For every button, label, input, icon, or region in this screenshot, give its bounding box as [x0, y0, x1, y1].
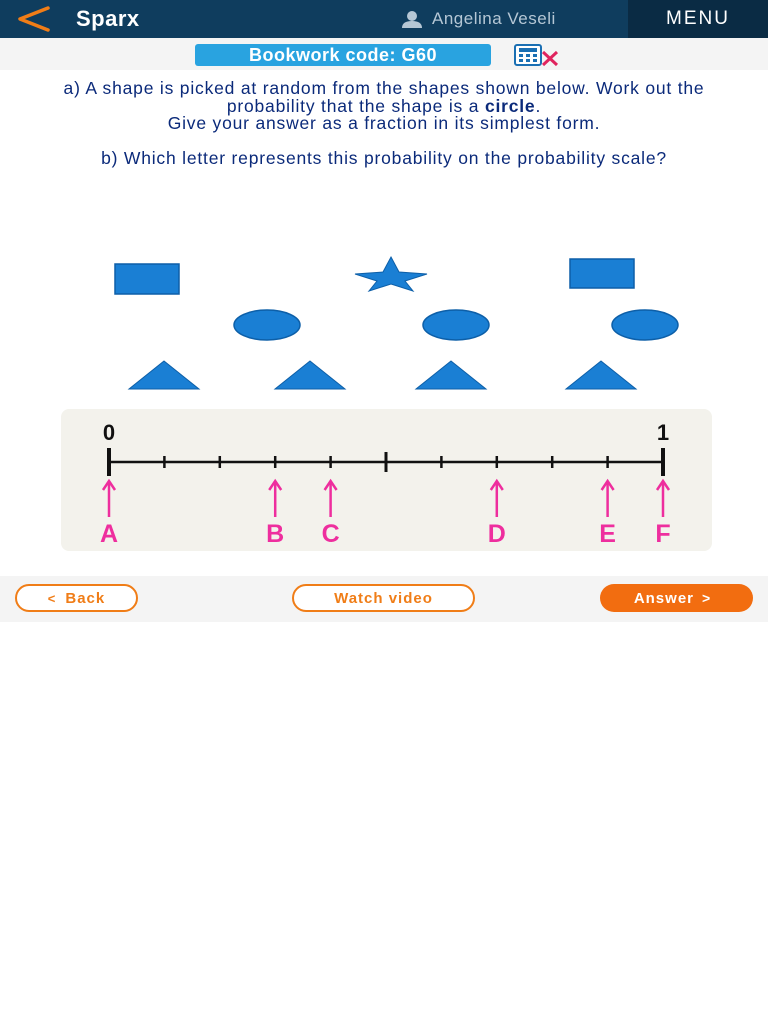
bookwork-bar [0, 38, 768, 70]
shape-circle [234, 310, 300, 340]
shape-square [570, 259, 634, 288]
probability-scale-panel [61, 409, 712, 551]
scale-letter: B [266, 520, 285, 548]
question-part-a: a) A shape is picked at random from the shapes shown below. Work out the probability that the shape is a circle. Give your answer as a fraction in its simplest form. [63, 78, 705, 133]
scale-marker-f [655, 481, 670, 548]
scale-letter: F [655, 520, 671, 548]
question-text [50, 80, 718, 167]
scale-end-label: 1 [656, 420, 670, 445]
shape-circle [612, 310, 678, 340]
scale-marker-e [599, 481, 616, 548]
user-name: Angelina Veseli [432, 9, 556, 28]
shapes-diagram [0, 250, 768, 400]
shape-triangle [566, 361, 636, 389]
scale-letter: E [599, 520, 616, 548]
scale-start-label: 0 [102, 420, 116, 445]
scale-letter: C [321, 520, 340, 548]
shape-triangle [129, 361, 199, 389]
watch-video-button[interactable]: Watch video [292, 584, 475, 612]
scale-markers [100, 481, 671, 548]
answer-button[interactable]: Answer > [600, 584, 753, 612]
keyword-circle: circle [484, 95, 536, 116]
question-part-a-instruction: Give your answer as a fraction in its simplest form. [167, 113, 601, 133]
scale-marker-b [266, 481, 284, 548]
menu-button[interactable]: MENU [628, 0, 768, 38]
scale-marker-a [100, 481, 118, 548]
brand-logo: Sparx [76, 6, 140, 31]
shape-triangle [416, 361, 486, 389]
scale-letter: A [99, 520, 119, 548]
shape-circle [423, 310, 489, 340]
user-account[interactable] [400, 9, 556, 29]
shape-triangle [275, 361, 345, 389]
question-part-b: b) Which letter represents this probability on the probability scale? [101, 147, 667, 168]
chevron-left-icon[interactable] [14, 4, 54, 34]
shape-star [355, 257, 427, 291]
probability-scale [61, 409, 712, 551]
chevron-left-icon: < [47, 590, 57, 606]
back-button[interactable]: < Back [15, 584, 138, 612]
footer-bar [0, 576, 768, 622]
scale-letter: D [487, 520, 506, 548]
scale-marker-d [488, 481, 506, 548]
bookwork-code-badge: Bookwork code: G60 [195, 44, 491, 66]
calculator-not-allowed-icon [513, 43, 561, 67]
user-icon [400, 10, 424, 28]
shape-square [115, 264, 179, 294]
scale-marker-c [322, 481, 340, 548]
chevron-right-icon: > [702, 590, 712, 606]
top-bar [0, 0, 768, 38]
